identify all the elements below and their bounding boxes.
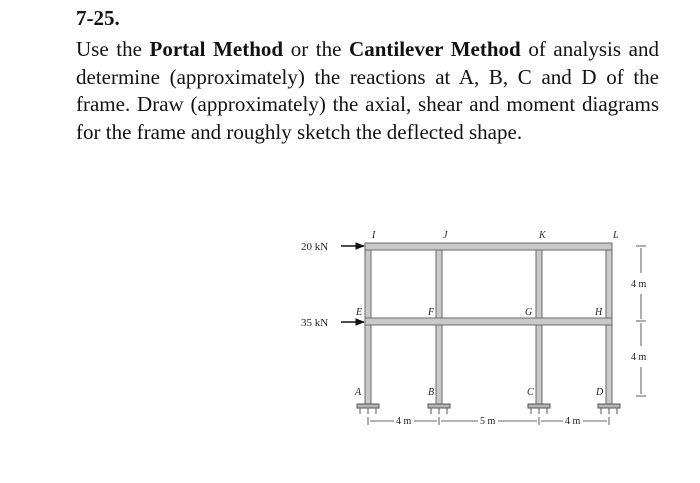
load-35kn [301, 317, 364, 329]
upper-story-height: 4 m [631, 279, 647, 290]
bay-3-length: 4 m [565, 416, 581, 427]
fixed-supports [357, 404, 620, 414]
load-35kn-label: 35 kN [301, 317, 329, 329]
load-20kn-label: 20 kN [301, 241, 329, 253]
label-g: G [525, 307, 533, 318]
label-k: K [539, 230, 546, 241]
bay-2-length: 5 m [480, 416, 496, 427]
support-labels [354, 387, 604, 398]
label-l: L [613, 230, 619, 241]
statement-part-3: of analysis and determine (approximately) the reactions at A, B, C and D of the frame. Draw (approximately) the axial, shear and moment diagrams for the frame and roughly sketch the deflected shape. [76, 37, 659, 144]
top-joint-labels [371, 230, 619, 241]
load-20kn [301, 241, 364, 253]
label-a: A [355, 387, 362, 398]
label-j: J [443, 230, 448, 241]
problem-number: 7-25. [76, 6, 120, 30]
label-b: B [428, 387, 435, 398]
portal-method-term: Portal Method [149, 37, 284, 61]
cantilever-method-term: Cantilever Method [349, 37, 521, 61]
statement-part-2: or the [283, 37, 350, 61]
bay-1-length: 4 m [396, 416, 412, 427]
support-c [528, 404, 550, 414]
bay-dimension-labels [396, 416, 581, 427]
label-c: C [527, 387, 534, 398]
story-dimensions [636, 246, 646, 396]
label-h: H [595, 307, 603, 318]
support-b [428, 404, 450, 414]
support-a [357, 404, 379, 414]
middle-joint-labels [355, 307, 603, 318]
roof-beam [365, 243, 612, 250]
lower-story-height: 4 m [631, 352, 647, 363]
label-i: I [372, 230, 376, 241]
statement-part-1: Use the [76, 37, 150, 61]
label-e: E [356, 307, 363, 318]
support-d [598, 404, 620, 414]
label-f: F [428, 307, 435, 318]
frame-beams [365, 243, 612, 325]
floor-beam [365, 318, 612, 325]
label-d: D [596, 387, 604, 398]
